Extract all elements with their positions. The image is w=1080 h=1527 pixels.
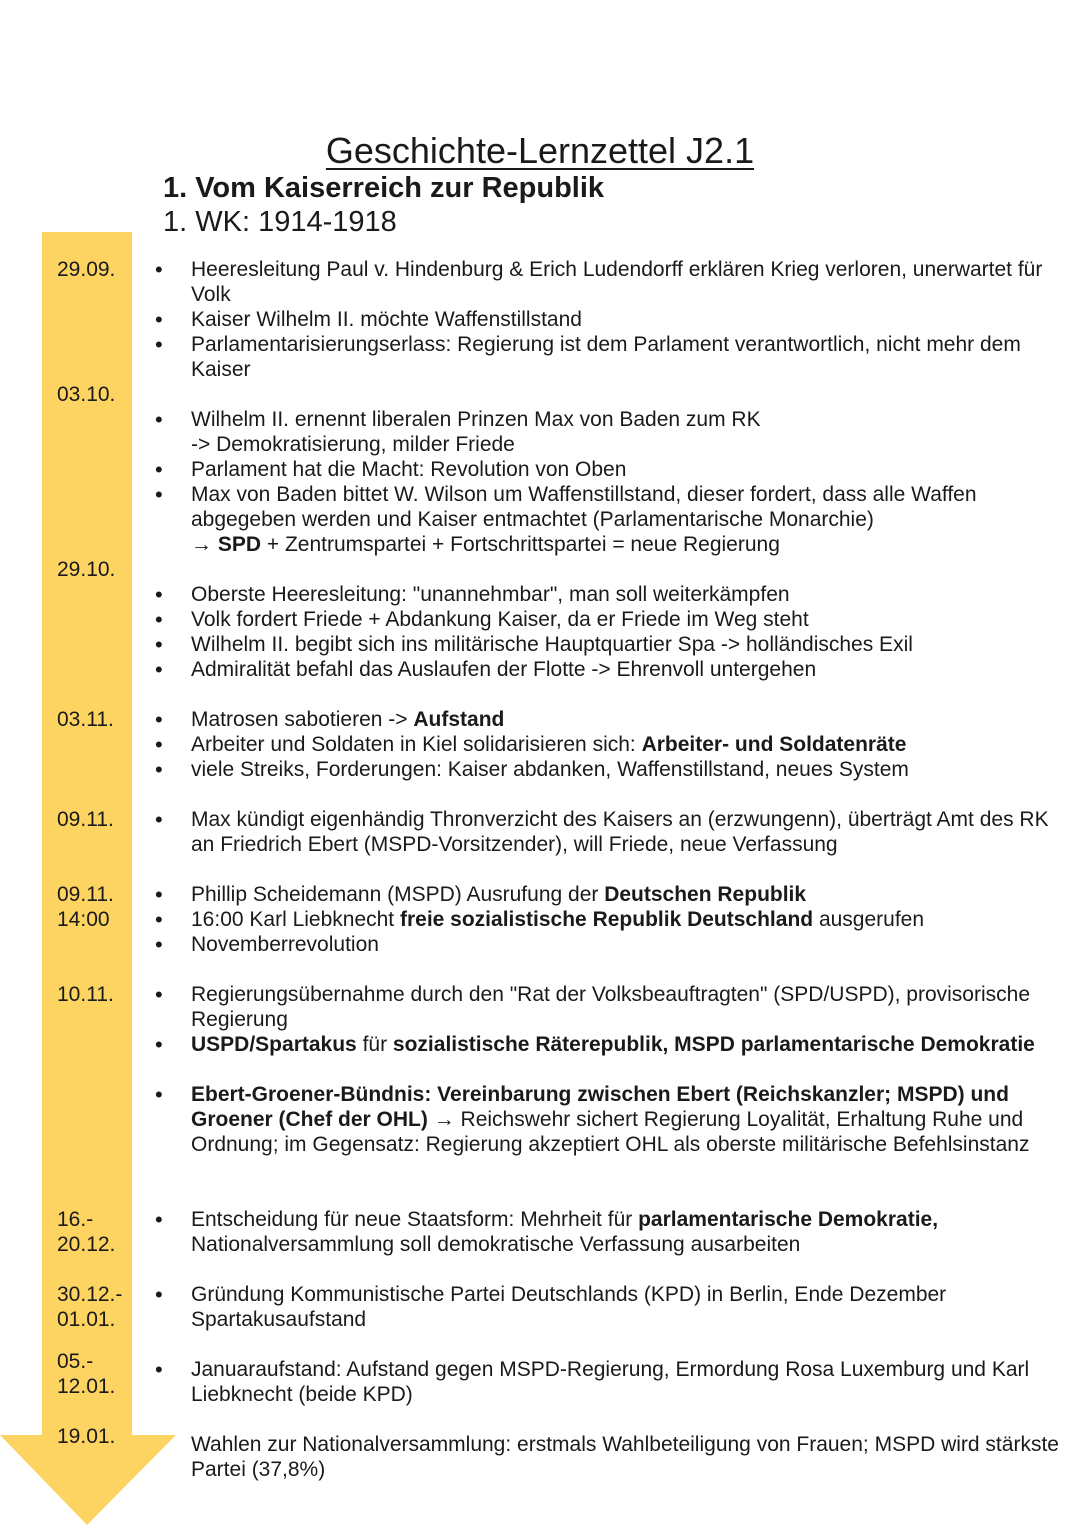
timeline-entry <box>191 1282 1061 1332</box>
bullet-point: • <box>155 257 163 282</box>
bullet-point: • <box>155 332 163 357</box>
entry-text: + Zentrumspartei + Fortschrittspartei = neue Regierung <box>261 533 780 556</box>
entry-text: 16:00 Karl Liebknecht <box>191 908 400 931</box>
entry-text: Wilhelm II. ernennt liberalen Prinzen Max von Baden zum RK <box>191 408 761 431</box>
timeline-entry <box>191 732 1061 757</box>
timeline-entry <box>191 307 1061 332</box>
bullet-point: • <box>155 982 163 1007</box>
bullet-point: • <box>155 607 163 632</box>
entry-text: Parlament hat die Macht: Revolution von Oben <box>191 458 627 481</box>
page-title: Geschichte-Lernzettel J2.1 <box>325 130 755 171</box>
timeline-entry <box>191 657 1061 682</box>
timeline-entry <box>191 1357 1061 1407</box>
entry-text: viele Streiks, Forderungen: Kaiser abdanken, Waffenstillstand, neues System <box>191 758 909 781</box>
bullet-point: • <box>155 1032 163 1057</box>
entry-text: Phillip Scheidemann (MSPD) Ausrufung der <box>191 883 605 906</box>
timeline-entry <box>191 532 1061 557</box>
entry-text: Kaiser Wilhelm II. möchte Waffenstillstand <box>191 308 582 331</box>
timeline-entry <box>191 882 1061 907</box>
bullet-point: • <box>155 807 163 832</box>
section-subheading: 1. WK: 1914-1918 <box>163 206 397 238</box>
entry-text: für <box>356 1033 393 1056</box>
timeline-entry <box>191 457 1061 482</box>
timeline-entry <box>191 407 1061 432</box>
timeline-entry <box>191 982 1061 1032</box>
bullet-point: • <box>155 307 163 332</box>
bullet-point: • <box>155 882 163 907</box>
entry-text: Volk fordert Friede + Abdankung Kaiser, da er Friede im Weg steht <box>191 608 809 631</box>
timeline-entry <box>191 1032 1061 1057</box>
entry-text: Wahlen zur Nationalversammlung: erstmals Wahlbeteiligung von Frauen; MSPD wird stärkste Partei (37,8%) <box>191 1433 1059 1481</box>
entry-text: Oberste Heeresleitung: "unannehmbar", man soll weiterkämpfen <box>191 583 790 606</box>
section-heading: 1. Vom Kaiserreich zur Republik <box>163 172 605 204</box>
date-label: 09.11. <box>57 808 114 831</box>
entry-text: SPD <box>217 533 262 556</box>
entry-text: Max kündigt eigenhändig Thronverzicht des Kaisers an (erzwungenn), überträgt Amt des RK an Friedrich Ebert (MSPD-Vorsitzender), will Friede, neue Verfassung <box>191 808 1049 856</box>
entry-text: Aufstand <box>413 708 505 731</box>
timeline-entry <box>191 1207 1061 1257</box>
date-label: 09.11. 14:00 <box>57 883 114 931</box>
entry-text: Max von Baden bittet W. Wilson um Waffenstillstand, dieser fordert, dass alle Waffen abgegeben werden und Kaiser entmachtet (Parlamentarische Monarchie) <box>191 483 977 531</box>
bullet-point: • <box>155 707 163 732</box>
entry-text: Nationalversammlung soll demokratische Verfassung ausarbeiten <box>191 1233 801 1256</box>
entry-text: Arbeiter und Soldaten in Kiel solidarisieren sich: <box>191 733 642 756</box>
entry-text: USPD/Spartakus <box>191 1033 357 1056</box>
entry-text: Arbeiter- und Soldatenräte <box>641 733 907 756</box>
bullet-point: • <box>155 657 163 682</box>
entry-text: Matrosen sabotieren -> <box>191 708 414 731</box>
entry-text: Wilhelm II. begibt sich ins militärische Hauptquartier Spa -> holländisches Exil <box>191 633 913 656</box>
timeline-entry <box>191 432 1061 457</box>
timeline-entry <box>191 757 1061 782</box>
date-label: 29.09. <box>57 258 116 281</box>
entry-text: freie sozialistische Republik Deutschland <box>399 908 814 931</box>
entry-text: Heeresleitung Paul v. Hindenburg & Erich Ludendorff erklären Krieg verloren, unerwartet für Volk <box>191 258 1043 306</box>
bullet-point: • <box>155 632 163 657</box>
bullet-point: • <box>155 482 163 507</box>
timeline-entry <box>191 607 1061 632</box>
bullet-point: • <box>155 457 163 482</box>
timeline-entry <box>191 482 1061 532</box>
timeline-entry <box>191 1082 1061 1157</box>
entry-text: ausgerufen <box>813 908 925 931</box>
entry-text: Januaraufstand: Aufstand gegen MSPD-Regierung, Ermordung Rosa Luxemburg und Karl Liebknecht (beide KPD) <box>191 1358 1030 1406</box>
timeline-entry <box>191 1432 1061 1482</box>
date-label: 29.10. <box>57 558 116 581</box>
date-label: 05.- 12.01. <box>57 1350 116 1398</box>
date-label: 16.- 20.12. <box>57 1208 116 1256</box>
entry-text: Entscheidung für neue Staatsform: Mehrheit für <box>191 1208 639 1231</box>
timeline-entry <box>191 807 1061 857</box>
bullet-point: • <box>155 407 163 432</box>
entry-text: → <box>191 533 218 556</box>
entry-text: Ebert-Groener-Bündnis: Vereinbarung zwischen Ebert (Reichskanzler; MSPD) und Groener (Chef der OHL) <box>191 1083 1009 1131</box>
date-label: 10.11. <box>57 983 114 1006</box>
entry-text: Parlamentarisierungserlass: Regierung ist dem Parlament verantwortlich, nicht mehr dem Kaiser <box>191 333 1021 381</box>
bullet-point: • <box>155 732 163 757</box>
timeline-entry <box>191 257 1061 307</box>
entry-text: Gründung Kommunistische Partei Deutschlands (KPD) in Berlin, Ende Dezember Spartakusaufstand <box>191 1283 947 1331</box>
timeline-entry <box>191 907 1061 932</box>
timeline-entry <box>191 707 1061 732</box>
bullet-point: • <box>155 1357 163 1382</box>
bullet-point: • <box>155 907 163 932</box>
date-label: 03.11. <box>57 708 114 731</box>
entry-text: Deutschen Republik <box>604 883 807 906</box>
bullet-point: • <box>155 582 163 607</box>
entry-text: -> Demokratisierung, milder Friede <box>191 433 515 456</box>
date-label: 03.10. <box>57 383 116 406</box>
date-label: 30.12.- 01.01. <box>57 1283 123 1331</box>
entry-text: Regierungsübernahme durch den "Rat der Volksbeauftragten" (SPD/USPD), provisorische Regierung <box>191 983 1031 1031</box>
entry-text: parlamentarische Demokratie, <box>638 1208 939 1231</box>
entry-text: Novemberrevolution <box>191 933 379 956</box>
entry-text: Admiralität befahl das Auslaufen der Flotte -> Ehrenvoll untergehen <box>191 658 817 681</box>
bullet-point: • <box>155 1082 163 1107</box>
bullet-point: • <box>155 757 163 782</box>
entry-text: → Reichswehr sichert Regierung Loyalität, Erhaltung Ruhe und Ordnung; im Gegensatz: Regierung akzeptiert OHL als oberste militärische Befehlsinstanz <box>191 1108 1030 1156</box>
date-label: 19.01. <box>57 1425 116 1448</box>
bullet-point: • <box>155 1207 163 1232</box>
entry-text: sozialistische Räterepublik, MSPD parlamentarische Demokratie <box>392 1033 1035 1056</box>
timeline-entry <box>191 632 1061 657</box>
bullet-point: • <box>155 932 163 957</box>
bullet-point: • <box>155 1282 163 1307</box>
timeline-entry <box>191 332 1061 382</box>
timeline-entry <box>191 582 1061 607</box>
timeline-entry <box>191 932 1061 957</box>
